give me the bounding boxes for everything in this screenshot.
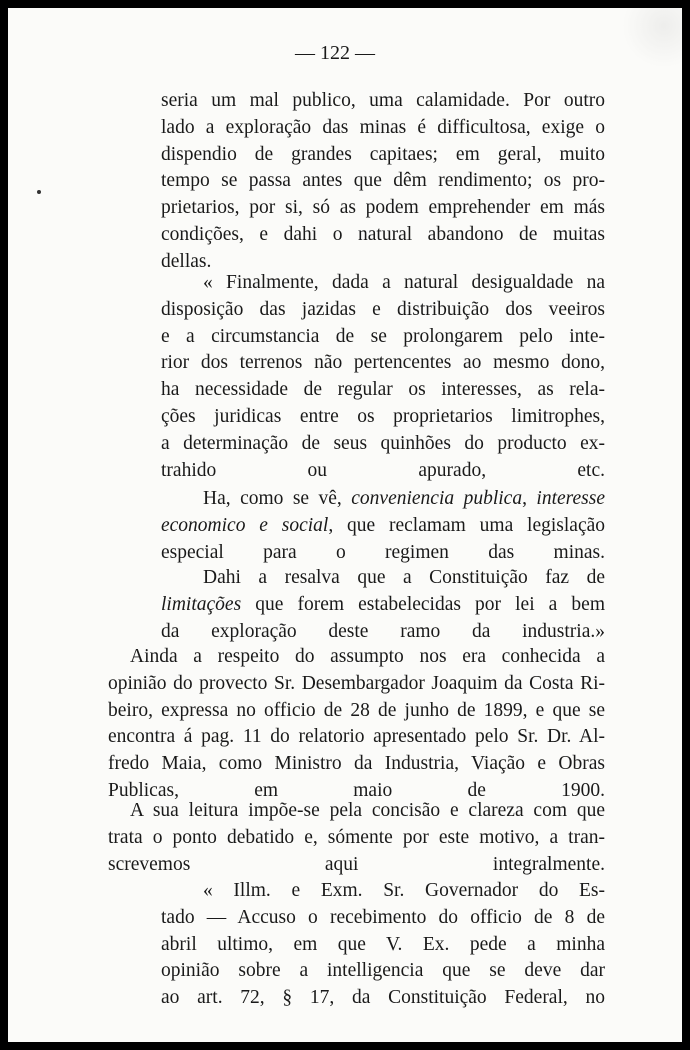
paragraph-3 [161, 486, 605, 566]
text-line: rior dos terrenos não pertencentes ao mesmo dono, [161, 352, 605, 374]
text-line: especial para o regimen das minas. [161, 541, 605, 563]
italic-run: limitações [161, 593, 242, 615]
text-line: encontra á pag. 11 do relatorio apresentado pelo Sr. Dr. Al- [108, 726, 605, 748]
text-line: fredo Maia, como Ministro da Industria, Viação e Obras [108, 753, 605, 775]
text-line: opinião sobre a intelligencia que se deve dar [161, 960, 605, 982]
text-line: seria um mal publico, uma calamidade. Por outro [161, 90, 605, 111]
text-line: prietarios, por si, só as podem emprehender em más [161, 197, 605, 219]
text-line [161, 592, 605, 619]
italic-run: conveniencia publica [351, 488, 523, 509]
text-line [161, 513, 605, 540]
text-run: , que reclamam uma legislação [328, 514, 605, 536]
text-line: ha necessidade de regular os interesses, as rela- [161, 379, 605, 401]
text-line: ao art. 72, § 17, da Constituição Federal, no [161, 987, 605, 1009]
text-line: da exploração deste ramo da industria.» [161, 620, 605, 642]
paragraph-1 [161, 88, 605, 276]
page-number: — 122 — [295, 42, 375, 64]
text-line: tado — Accuso o recebimento do officio de 8 de [161, 906, 605, 928]
text-run: , [522, 488, 527, 509]
text-line: A sua leitura impõe-se pela concisão e clareza com que [130, 800, 605, 821]
document-page [8, 8, 682, 1042]
text-line: « Finalmente, dada a natural desigualdade na [203, 272, 605, 293]
text-run: Ha, como se vê, [203, 488, 342, 509]
text-line: screvemos aqui integralmente. [108, 853, 605, 875]
paragraph-6 [108, 798, 605, 878]
text-line: tempo se passa antes que dêm rendimento; os pro- [161, 170, 605, 192]
text-line: disposição das jazidas e distribuição dos veeiros [161, 298, 605, 320]
text-line: trata o ponto debatido e, sómente por este motivo, a tran- [108, 826, 605, 848]
text-run: que forem estabelecidas por lei a bem [241, 593, 605, 615]
italic-run: interesse [536, 488, 605, 509]
text-line: dellas. [161, 250, 212, 272]
paragraph-2 [161, 270, 605, 484]
scan-speck [37, 190, 41, 194]
text-line: Publicas, em maio de 1900. [108, 779, 605, 801]
text-line: Ainda a respeito do assumpto nos era conhecida a [130, 646, 605, 667]
text-line: ções juridicas entre os proprietarios limitrophes, [161, 405, 605, 427]
text-line: abril ultimo, em que V. Ex. pede a minha [161, 933, 605, 955]
text-line: opinião do provecto Sr. Desembargador Joaquim da Costa Ri- [108, 672, 605, 694]
text-line: Dahi a resalva que a Constituição faz de [203, 567, 605, 588]
text-line: beiro, expressa no officio de 28 de junho de 1899, e que se [108, 699, 605, 721]
italic-run: economico e social [161, 514, 329, 536]
text-line: a determinação de seus quinhões do producto ex- [161, 432, 605, 454]
text-line: trahido ou apurado, etc. [161, 459, 605, 481]
text-line [161, 486, 605, 513]
text-line: condições, e dahi o natural abandono de muitas [161, 223, 605, 245]
text-line: lado a exploração das minas é difficultosa, exige o [161, 116, 605, 138]
text-line: dispendio de grandes capitaes; em geral, muito [161, 143, 605, 165]
paragraph-5 [108, 644, 605, 805]
text-line: e a circumstancia de se prolongarem pelo inte- [161, 325, 605, 347]
paragraph-4 [161, 565, 605, 645]
text-line: « Illm. e Exm. Sr. Governador do Es- [203, 880, 605, 901]
paragraph-7-quote [161, 878, 605, 1012]
